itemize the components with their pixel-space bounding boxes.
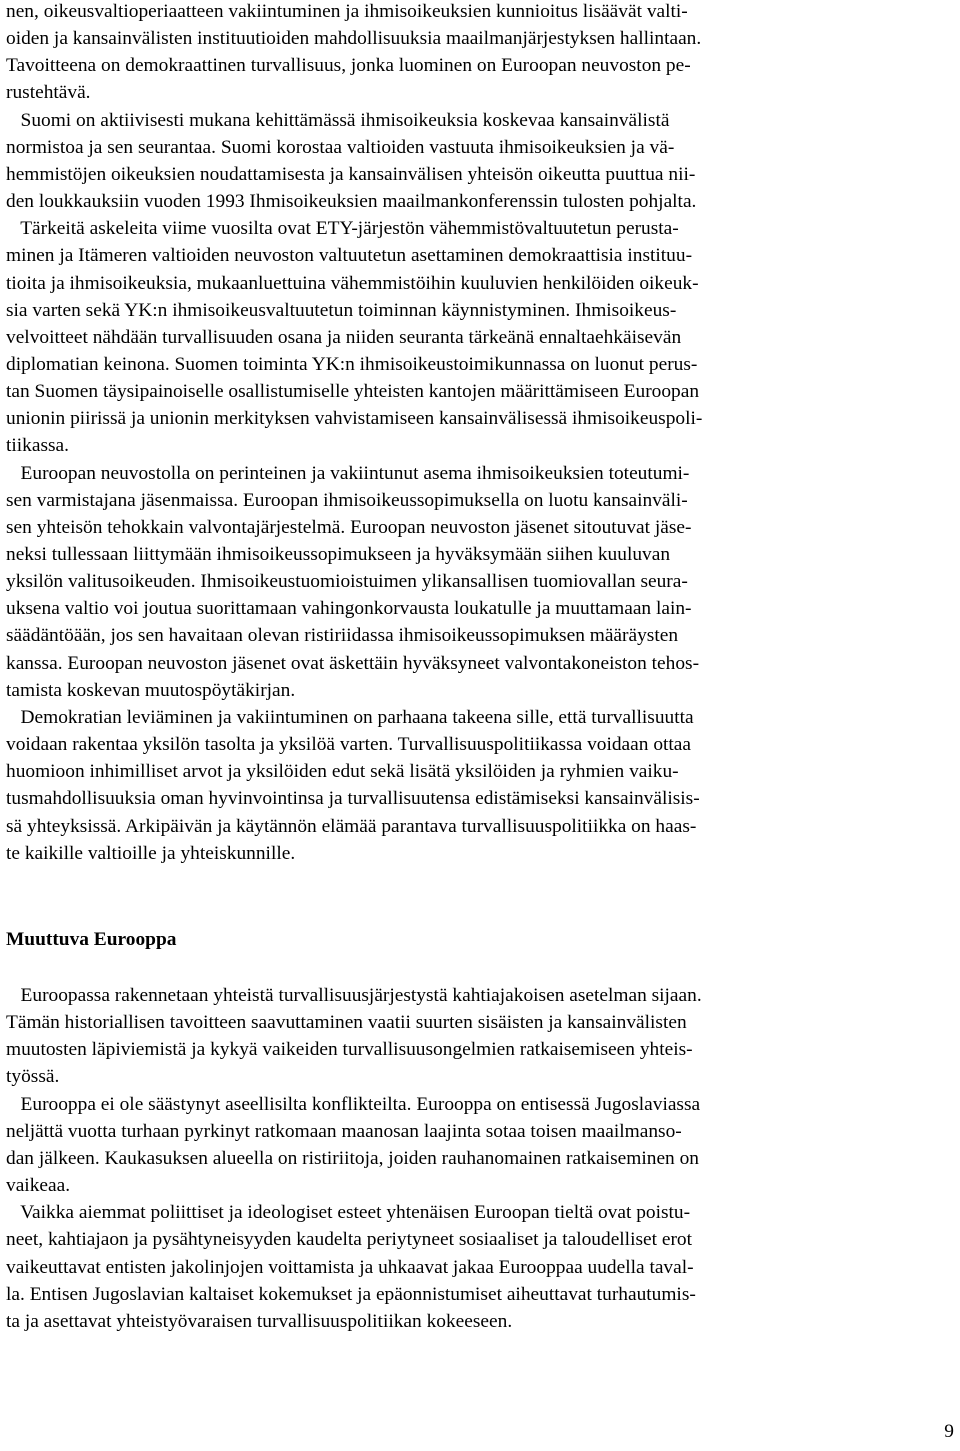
text-line: minen ja Itämeren valtioiden neuvoston valtuutetun asettaminen demokraattisia instituu- bbox=[6, 245, 693, 267]
text-line: säädäntöään, jos sen havaitaan olevan ristiriidassa ihmisoikeussopimuksen määräysten bbox=[6, 625, 679, 647]
text-line: hemmistöjen oikeuksien noudattamisesta ja kansainvälisen yhteisön oikeutta puuttua nii- bbox=[6, 163, 696, 185]
text-line: nen, oikeusvaltioperiaatteen vakiintuminen ja ihmisoikeuksien kunnioitus lisäävät valti- bbox=[6, 1, 688, 22]
text-line: tamista koskevan muutospöytäkirjan. bbox=[6, 679, 296, 701]
text-line: Tämän historiallisen tavoitteen saavuttaminen vaatii suurten sisäisten ja kansainvälisten bbox=[6, 1012, 687, 1034]
text-line: muutosten läpiviemistä ja kykyä vaikeiden turvallisuusongelmien ratkaisemiseen yhteis- bbox=[6, 1039, 693, 1061]
text-line: sen yhteisön tehokkain valvontajärjestelmä. Euroopan neuvoston jäsenet sitoutuvat jäse- bbox=[6, 516, 692, 538]
text-line: huomioon inhimilliset arvot ja yksilöiden edut sekä lisätä yksilöiden ja ryhmien vaiku- bbox=[6, 761, 679, 783]
text-line: diplomatian keinona. Suomen toiminta YK:n ihmisoikeustoimikunnassa on luonut perus- bbox=[6, 353, 698, 375]
text-line: vaikeaa. bbox=[6, 1175, 71, 1197]
text-line: unionin piirissä ja unionin merkityksen vahvistamiseen kansainvälisessä ihmisoikeuspoli- bbox=[6, 408, 703, 430]
text-line: la. Entisen Jugoslavian kaltaiset kokemukset ja epäonnistumiset aiheuttavat turhautumis- bbox=[6, 1283, 696, 1305]
text-line: Tärkeitä askeleita viime vuosilta ovat ETY-järjestön vähemmistövaltuutetun perusta- bbox=[6, 218, 679, 240]
text-line: tiikassa. bbox=[6, 435, 70, 457]
text-line: tusmahdollisuuksia oman hyvinvointinsa ja turvallisuutensa edistämiseksi kansainvälisis- bbox=[6, 788, 700, 810]
text-line: Eurooppa ei ole säästynyt aseellisilta konflikteilta. Eurooppa on entisessä Jugoslaviassa bbox=[6, 1093, 701, 1115]
text-line: Suomi on aktiivisesti mukana kehittämässä ihmisoikeuksia koskevaa kansainvälistä bbox=[6, 109, 670, 131]
text-line: velvoitteet nähdään turvallisuuden osana ja niiden seuranta tärkeänä ennaltaehkäisevän bbox=[6, 326, 682, 348]
text-line: te kaikille valtioille ja yhteiskunnille. bbox=[6, 842, 296, 864]
text-line: neksi tullessaan liittymään ihmisoikeussopimukseen ja hyväksymään siihen kuuluvan bbox=[6, 544, 671, 565]
text-line: Euroopassa rakennetaan yhteistä turvallisuusjärjestystä kahtiajakoisen asetelman sijaan. bbox=[6, 985, 702, 1006]
text-line: Tavoitteena on demokraattinen turvallisuus, jonka luominen on Euroopan neuvoston pe- bbox=[6, 55, 691, 77]
text-line: Euroopan neuvostolla on perinteinen ja vakiintunut asema ihmisoikeuksien toteutumi- bbox=[6, 462, 690, 484]
text-line: neet, kahtiajaon ja pysähtyneisyyden kaudelta periytyneet sosiaaliset ja taloudelliset erot bbox=[6, 1229, 692, 1251]
section-heading: Muuttuva Eurooppa bbox=[6, 929, 177, 950]
text-line: voidaan rakentaa yksilön tasolta ja yksilöä varten. Turvallisuuspolitiikassa voidaan ottaa bbox=[6, 734, 691, 756]
text-line: neljättä vuotta turhaan pyrkinyt ratkomaan maanosan laajinta sotaa toisen maailmanso- bbox=[6, 1120, 682, 1142]
text-line: sen varmistajana jäsenmaissa. Euroopan ihmisoikeussopimuksella on luotu kansainväli- bbox=[6, 489, 688, 511]
text-line: normistoa ja sen seurantaa. Suomi korostaa valtioiden vastuuta ihmisoikeuksien ja vä- bbox=[6, 136, 675, 158]
page-number: 9 bbox=[944, 1421, 954, 1442]
text-line: yksilön valitusoikeuden. Ihmisoikeustuomioistuimen ylikansallisen tuomiovallan seura- bbox=[6, 571, 688, 593]
text-line: tioita ja ihmisoikeuksia, mukaanluettuina vähemmistöihin kuuluvien henkilöiden oikeuk- bbox=[6, 272, 699, 294]
text-line: kanssa. Euroopan neuvoston jäsenet ovat äskettäin hyväksyneet valvontakoneiston tehos- bbox=[6, 652, 700, 674]
text-line: sia varten sekä YK:n ihmisoikeusvaltuutetun toiminnan käynnistyminen. Ihmisoikeus- bbox=[6, 299, 677, 321]
text-line: vaikeuttavat entisten jakolinjojen voittamista ja uhkaavat jakaa Eurooppaa uudella taval- bbox=[6, 1256, 694, 1278]
text-line: ta ja asettavat yhteistyövaraisen turvallisuuspolitiikan kokeeseen. bbox=[6, 1310, 513, 1332]
text-line: Demokratian leviäminen ja vakiintuminen on parhaana takeena sille, että turvallisuutta bbox=[6, 706, 694, 728]
text-line: sä yhteyksissä. Arkipäivän ja käytännön elämää parantava turvallisuuspolitiikka on haas- bbox=[6, 815, 697, 837]
text-line: Vaikka aiemmat poliittiset ja ideologiset esteet yhtenäisen Euroopan tieltä ovat poistu- bbox=[6, 1202, 691, 1224]
text-line: den loukkauksiin vuoden 1993 Ihmisoikeuksien maailmankonferenssin tulosten pohjalta. bbox=[6, 191, 697, 213]
text-line: dan jälkeen. Kaukasuksen alueella on ristiriitoja, joiden rauhanomainen ratkaiseminen on bbox=[6, 1147, 699, 1169]
text-line: oiden ja kansainvälisten instituutioiden mahdollisuuksia maailmanjärjestyksen hallintaan. bbox=[6, 28, 702, 50]
text-line: uksena valtio voi joutua suorittamaan vahingonkorvausta loukatulle ja muuttamaan lain- bbox=[6, 598, 692, 620]
text-line: tan Suomen täysipainoiselle osallistumiselle yhteisten kantojen määrittämiseen Euroopan bbox=[6, 381, 700, 403]
text-line: työssä. bbox=[6, 1066, 60, 1088]
text-line: rustehtävä. bbox=[6, 82, 91, 104]
